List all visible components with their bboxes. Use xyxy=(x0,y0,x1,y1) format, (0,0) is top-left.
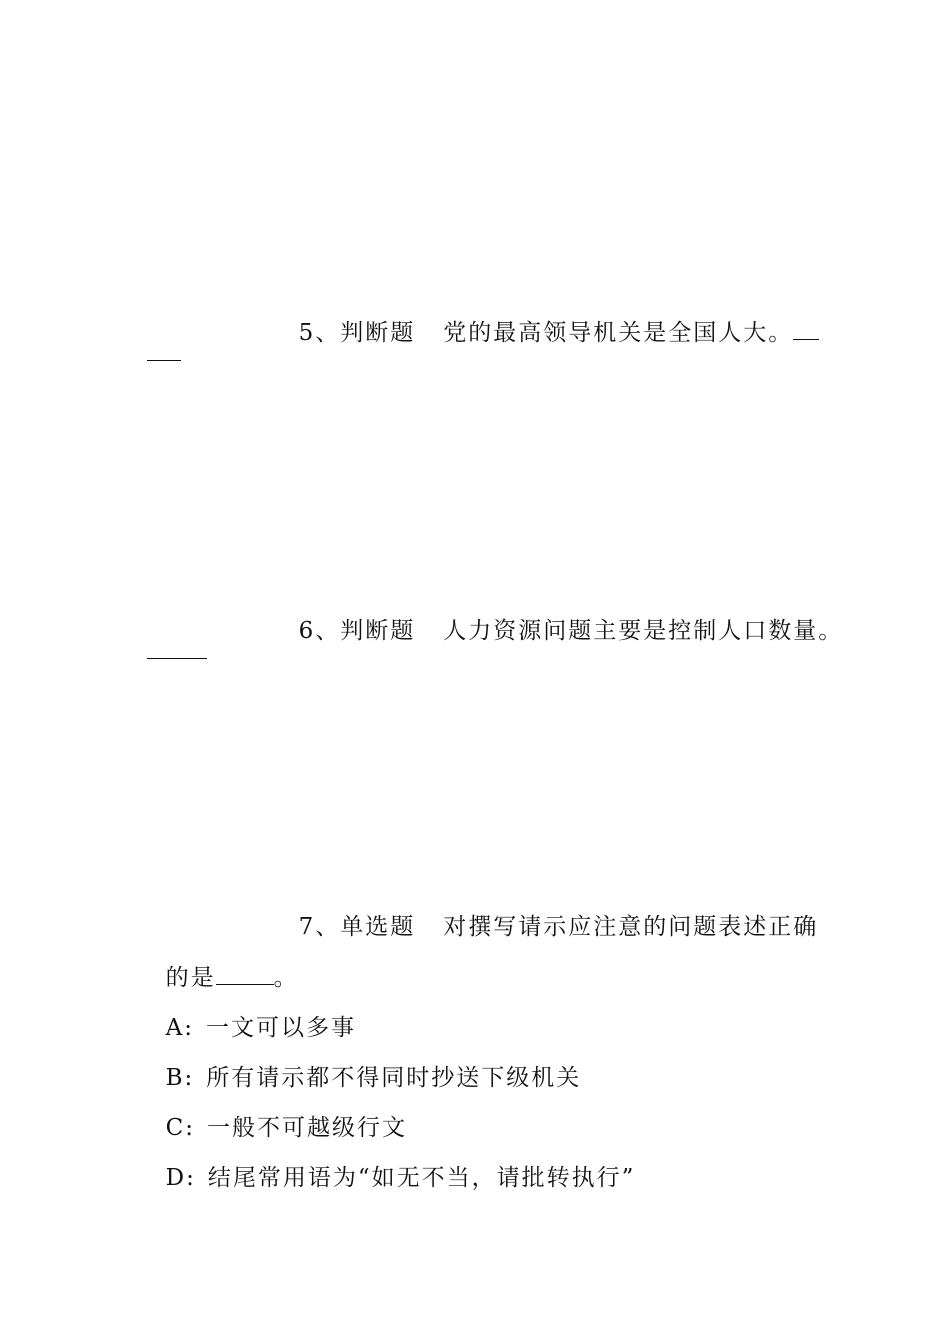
question-type: 判断题 xyxy=(340,618,416,644)
question-text: 党的最高领导机关是全国人大。 xyxy=(443,320,794,346)
answer-blank-continued xyxy=(147,360,181,361)
question-7 xyxy=(280,882,818,942)
question-number: 6、 xyxy=(298,618,341,644)
answer-blank xyxy=(147,658,207,659)
question-text: 人力资源问题主要是控制人口数量。 xyxy=(443,618,844,644)
question-number: 5、 xyxy=(298,320,341,346)
option-text: 一般不可越级行文 xyxy=(206,1115,407,1141)
question-type: 单选题 xyxy=(340,914,416,940)
option-text: 所有请示都不得同时抄送下级机关 xyxy=(206,1065,582,1091)
question-text: 对撰写请示应注意的问题表述正确 xyxy=(443,914,819,940)
option-letter: A: xyxy=(165,1015,194,1041)
question-text: 的是 xyxy=(165,965,216,991)
answer-blank xyxy=(793,317,819,340)
option-text: 结尾常用语为“如无不当，请批转执行” xyxy=(207,1165,636,1191)
option-text: 一文可以多事 xyxy=(205,1015,356,1041)
question-number: 7、 xyxy=(298,914,341,940)
question-text-end: 。 xyxy=(273,965,299,991)
option-letter: D: xyxy=(165,1165,196,1191)
question-6 xyxy=(280,586,843,646)
answer-blank xyxy=(216,962,274,985)
question-type: 判断题 xyxy=(340,320,416,346)
option-letter: B: xyxy=(165,1065,195,1091)
option-letter: C: xyxy=(165,1115,195,1141)
question-5 xyxy=(280,287,819,348)
option-d xyxy=(147,1133,635,1193)
